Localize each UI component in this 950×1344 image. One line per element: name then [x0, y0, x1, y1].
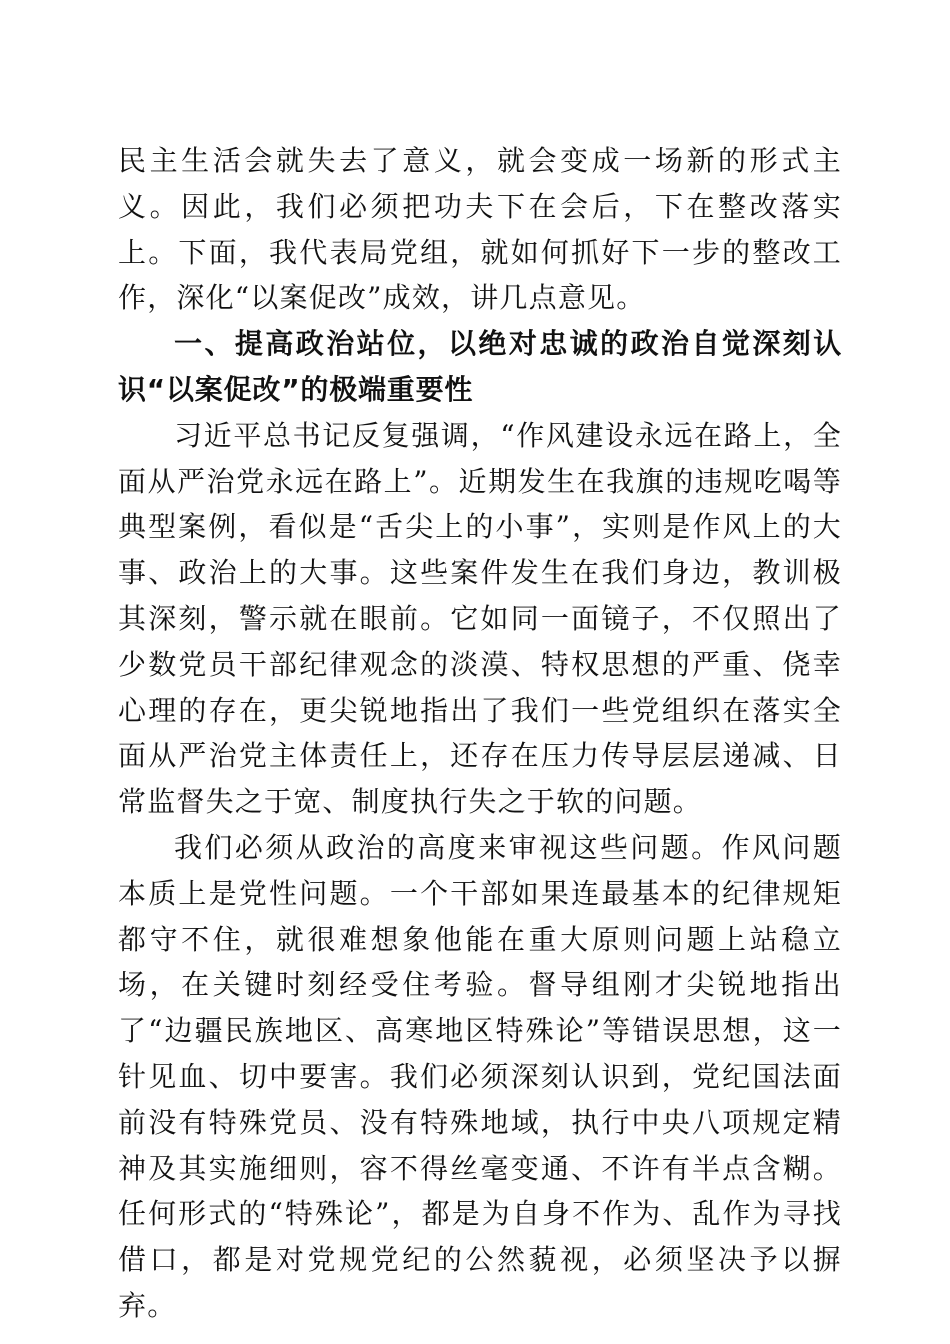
paragraph-1: 习近平总书记反复强调，“作风建设永远在路上，全面从严治党永远在路上”。近期发生在我旗的违规吃喝等典型案例，看似是“舌尖上的小事”，实则是作风上的大事、政治上的大事。这些案件发生在我们身边，教训极其深刻，警示就在眼前。它如同一面镜子，不仅照出了少数党员干部纪律观念的淡漠、特权思想的严重、侥幸心理的存在，更尖锐地指出了我们一些党组织在落实全面从严治党主体责任上，还存在压力传导层层递减、日常监督失之于宽、制度执行失之于软的问题。: [118, 418, 842, 819]
paragraph-continuation: 民主生活会就失去了意义，就会变成一场新的形式主义。因此，我们必须把功夫下在会后，下在整改落实上。下面，我代表局党组，就如何抓好下一步的整改工作，深化“以案促改”成效，讲几点意见。: [118, 144, 842, 315]
document-body: [118, 138, 842, 1329]
paragraph-2: 我们必须从政治的高度来审视这些问题。作风问题本质上是党性问题。一个干部如果连最基本的纪律规矩都守不住，就很难想象他能在重大原则问题上站稳立场，在关键时刻经受住考验。督导组刚才尖锐地指出了“边疆民族地区、高寒地区特殊论”等错误思想，这一针见血、切中要害。我们必须深刻认识到，党纪国法面前没有特殊党员、没有特殊地域，执行中央八项规定精神及其实施细则，容不得丝毫变通、不许有半点含糊。任何形式的“特殊论”，都是为自身不作为、乱作为寻找借口，都是对党规党纪的公然藐视，必须坚决予以摒弃。: [118, 830, 842, 1322]
section-heading-1: 一、提高政治站位，以绝对忠诚的政治自觉深刻认识“以案促改”的极端重要性: [118, 327, 842, 406]
